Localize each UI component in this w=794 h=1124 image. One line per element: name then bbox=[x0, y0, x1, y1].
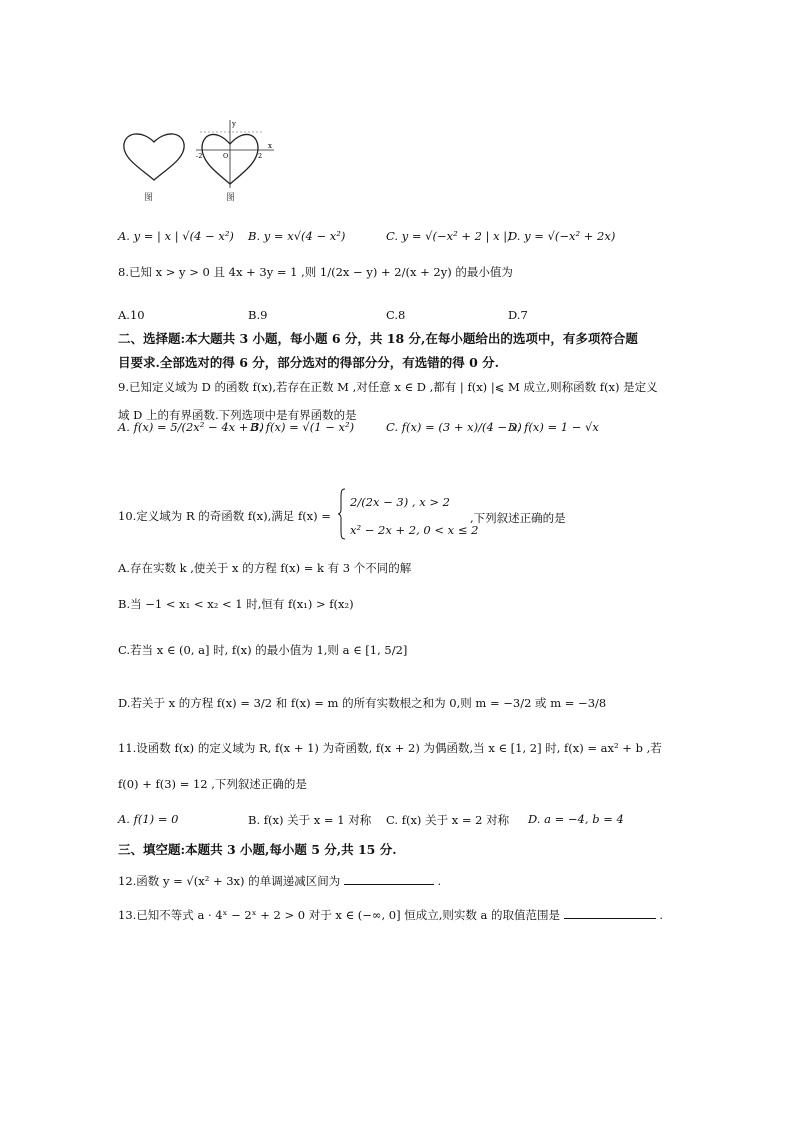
q12-answer-blank[interactable] bbox=[344, 874, 434, 885]
heart-figure-left bbox=[118, 128, 190, 184]
q12-stem: 12.函数 y = √(x² + 3x) 的单调递减区间为 bbox=[118, 874, 341, 888]
q10-option-b: B.当 −1 < x₁ < x₂ < 1 时,恒有 f(x₁) > f(x₂) bbox=[118, 597, 354, 611]
q13-answer-blank[interactable] bbox=[564, 908, 656, 919]
q8-stem: 8.已知 x > y > 0 且 4x + 3y = 1 ,则 1/(2x − y) + 2/(x + 2y) 的最小值为 bbox=[118, 265, 513, 279]
axis-x-label: x bbox=[268, 142, 272, 150]
figure-label-a: 图 bbox=[144, 193, 154, 203]
q7-option-b: B. y = x√(4 − x²) bbox=[248, 229, 346, 243]
q7-option-c: C. y = √(−x² + 2 | x |) bbox=[386, 229, 512, 243]
section2-heading-line2: 目要求.全部选对的得 6 分，部分选对的得部分分，有选错的得 0 分. bbox=[118, 355, 500, 370]
q10-case2: x² − 2x + 2, 0 < x ≤ 2 bbox=[350, 523, 479, 537]
q13-end: . bbox=[659, 908, 664, 922]
q11-stem-line1: 11.设函数 f(x) 的定义域为 R, f(x + 1) 为奇函数, f(x + 2) 为偶函数,当 x ∈ [1, 2] 时, f(x) = ax² + b ,若 bbox=[118, 741, 662, 755]
q10-stem-left: 10.定义域为 R 的奇函数 f(x),满足 f(x) = bbox=[118, 509, 331, 523]
q9-option-d: D. f(x) = 1 − √x bbox=[508, 420, 599, 434]
q9-option-c: C. f(x) = (3 + x)/(4 − x) bbox=[386, 420, 522, 434]
q12-end: . bbox=[437, 874, 442, 888]
q8-option-a: A.10 bbox=[118, 308, 145, 322]
section2-heading-line1: 二、选择题:本大题共 3 小题，每小题 6 分，共 18 分,在每小题给出的选项中，有多项符合题 bbox=[118, 331, 638, 346]
axis-right-tick: 2 bbox=[258, 152, 263, 160]
q7-option-d: D. y = √(−x² + 2x) bbox=[508, 229, 616, 243]
heart-curve-left bbox=[124, 134, 184, 180]
q11-option-b: B. f(x) 关于 x = 1 对称 bbox=[248, 813, 372, 827]
q10-case1: 2/(2x − 3) , x > 2 bbox=[350, 495, 450, 509]
heart-figure-right bbox=[194, 118, 276, 190]
q11-option-d: D. a = −4, b = 4 bbox=[528, 812, 624, 826]
q7-option-a: A. y = | x | √(4 − x²) bbox=[118, 229, 234, 243]
q13-stem: 13.已知不等式 a · 4ˣ − 2ˣ + 2 > 0 对于 x ∈ (−∞, 0] 恒成立,则实数 a 的取值范围是 bbox=[118, 908, 561, 922]
q8-option-c: C.8 bbox=[386, 308, 406, 322]
q8-option-d: D.7 bbox=[508, 308, 528, 322]
q11-option-a: A. f(1) = 0 bbox=[118, 812, 179, 826]
q10-stem-right: ,下列叙述正确的是 bbox=[470, 511, 566, 525]
q13-row bbox=[118, 908, 663, 923]
axis-y-label: y bbox=[232, 120, 236, 128]
q11-stem-line2: f(0) + f(3) = 12 ,下列叙述正确的是 bbox=[118, 777, 307, 791]
q8-option-b: B.9 bbox=[248, 308, 268, 322]
q12-row bbox=[118, 874, 441, 889]
axis-left-tick: -2 bbox=[196, 152, 203, 160]
q10-option-c: C.若当 x ∈ (0, a] 时, f(x) 的最小值为 1,则 a ∈ [1, 5/2] bbox=[118, 643, 408, 657]
q9-stem-line1: 9.已知定义域为 D 的函数 f(x),若存在正数 M ,对任意 x ∈ D ,都有 | f(x) |⩽ M 成立,则称函数 f(x) 是定义 bbox=[118, 380, 658, 394]
q9-option-b: B. f(x) = √(1 − x²) bbox=[250, 420, 355, 434]
q9-stem-line2: 域 D 上的有界函数.下列选项中是有界函数的是 bbox=[118, 408, 357, 422]
piecewise-brace bbox=[338, 488, 346, 540]
figure-label-b: 图 bbox=[226, 193, 236, 203]
axis-origin-label: O bbox=[223, 152, 229, 160]
q11-option-c: C. f(x) 关于 x = 2 对称 bbox=[386, 813, 510, 827]
q10-option-a: A.存在实数 k ,使关于 x 的方程 f(x) = k 有 3 个不同的解 bbox=[118, 561, 412, 575]
q10-option-d: D.若关于 x 的方程 f(x) = 3/2 和 f(x) = m 的所有实数根之和为 0,则 m = −3/2 或 m = −3/8 bbox=[118, 696, 607, 710]
section3-heading: 三、填空题:本题共 3 小题,每小题 5 分,共 15 分. bbox=[118, 842, 397, 857]
q9-option-a: A. f(x) = 5/(2x² − 4x + 3) bbox=[118, 420, 264, 434]
